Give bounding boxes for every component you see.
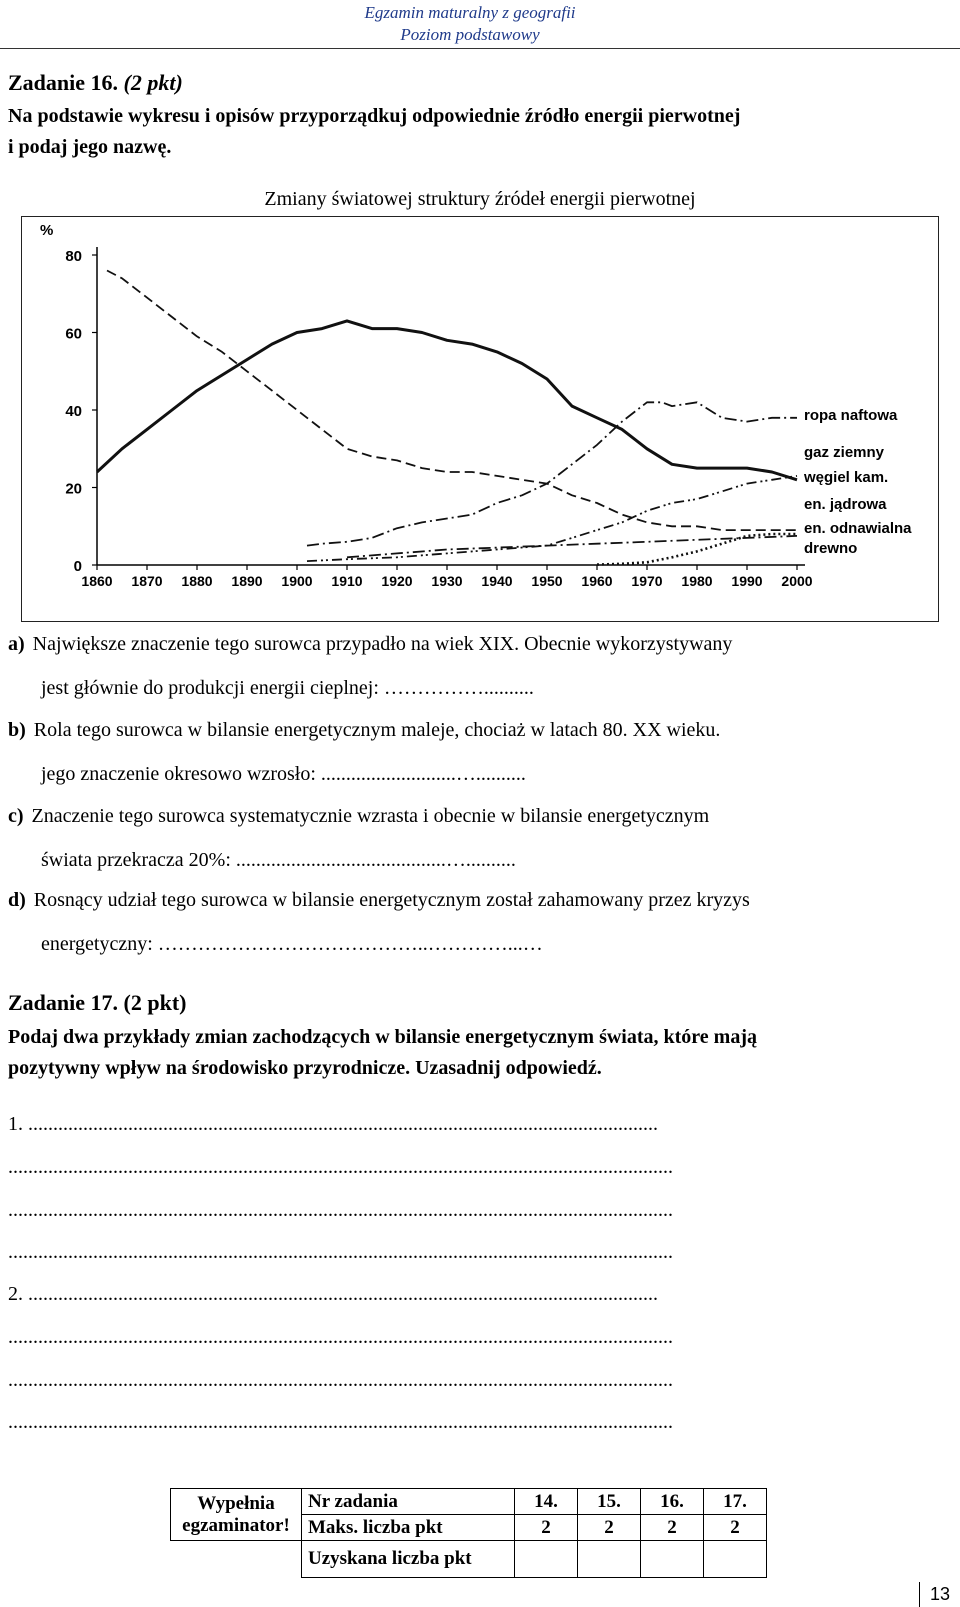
score-input-15[interactable] <box>578 1541 641 1578</box>
task17-number: Zadanie 17. <box>8 990 119 1015</box>
answer-line-3[interactable]: ..................................................................................................................................... <box>8 1199 673 1221</box>
item-a-text1: Największe znaczenie tego surowca przypadło na wiek XIX. Obecnie wykorzystywany <box>32 633 733 655</box>
series-line-3 <box>597 534 797 565</box>
series-line-4 <box>347 536 797 557</box>
task17-title <box>8 990 186 1016</box>
x-tick-label: 1890 <box>231 573 263 589</box>
score-table <box>170 1488 767 1578</box>
y-tick-label: 0 <box>73 558 82 575</box>
item-b-answer[interactable]: jego znaczenie okresowo wzrosło: ...........................….......... <box>41 763 526 785</box>
task16-points: (2 pkt) <box>123 70 183 95</box>
task16-instruction-line1: Na podstawie wykresu i opisów przyporządkuj odpowiednie źródło energii pierwotnej <box>8 105 741 127</box>
exam-title: Egzamin maturalny z geografii <box>364 3 576 22</box>
series-line-5 <box>107 271 797 531</box>
answer-line-8[interactable]: ..................................................................................................................................... <box>8 1411 673 1433</box>
chart-title: Zmiany światowej struktury źródeł energii pierwotnej <box>264 188 696 210</box>
x-tick-label: 1910 <box>331 573 363 589</box>
item-a <box>8 622 954 710</box>
y-tick-label: 40 <box>65 403 82 420</box>
energy-chart <box>21 216 939 622</box>
score-input-14[interactable] <box>515 1541 578 1578</box>
score-cell: Uzyskana liczba pkt <box>302 1541 515 1578</box>
answer-line-6[interactable]: ..................................................................................................................................... <box>8 1326 673 1348</box>
score-row-task-numbers <box>171 1489 767 1515</box>
item-d <box>8 878 954 966</box>
score-cell: 2 <box>578 1515 641 1541</box>
task17-instruction <box>8 1022 954 1084</box>
exam-level: Poziom podstawowy <box>400 25 540 44</box>
x-tick-label: 1970 <box>631 573 663 589</box>
answer-line-4[interactable]: ..................................................................................................................................... <box>8 1241 673 1263</box>
score-input-16[interactable] <box>641 1541 704 1578</box>
item-b <box>8 708 954 796</box>
examiner-note <box>171 1489 302 1541</box>
item-c-answer[interactable]: świata przekracza 20%: ..........................................….......... <box>41 849 516 871</box>
score-cell: 15. <box>578 1489 641 1515</box>
score-cell: 2 <box>704 1515 767 1541</box>
score-cell: Maks. liczba pkt <box>302 1515 515 1541</box>
score-cell: 2 <box>641 1515 704 1541</box>
examiner-note-line1: Wypełnia <box>197 1492 275 1514</box>
score-cell: 17. <box>704 1489 767 1515</box>
item-a-label: a) <box>8 633 25 655</box>
score-cell: Nr zadania <box>302 1489 515 1515</box>
series-line-2 <box>97 321 797 480</box>
task16-instruction <box>8 101 954 163</box>
answer-line-5[interactable]: 2. .............................................................................................................................. <box>8 1283 658 1305</box>
task17-instruction-line2: pozytywny wpływ na środowisko przyrodnicze. Uzasadnij odpowiedź. <box>8 1057 602 1079</box>
answer-line-2[interactable]: ..................................................................................................................................... <box>8 1156 673 1178</box>
item-c <box>8 794 954 882</box>
examiner-note-line2: egzaminator! <box>182 1514 290 1536</box>
y-tick-label: 80 <box>65 248 82 265</box>
page-number: 13 <box>919 1582 960 1607</box>
x-tick-label: 1950 <box>531 573 563 589</box>
x-tick-label: 1860 <box>81 573 113 589</box>
legend-label: drewno <box>804 540 858 557</box>
task16-number: Zadanie 16. <box>8 70 119 95</box>
y-axis-label: % <box>40 222 54 239</box>
y-tick-label: 20 <box>65 480 82 498</box>
answer-line-7[interactable]: ..................................................................................................................................... <box>8 1369 673 1391</box>
series-line-1 <box>307 476 797 561</box>
score-cell-empty <box>171 1541 302 1578</box>
item-d-text1: Rosnący udział tego surowca w bilansie energetycznym został zahamowany przez kryzys <box>33 889 750 911</box>
legend-label: ropa naftowa <box>804 407 898 424</box>
task16-title <box>8 70 183 96</box>
header-rule <box>0 48 960 49</box>
task16-instruction-line2: i podaj jego nazwę. <box>8 136 172 158</box>
item-b-label: b) <box>8 719 26 741</box>
item-c-label: c) <box>8 805 24 827</box>
x-tick-label: 1930 <box>431 573 463 589</box>
energy-chart-svg <box>22 217 937 620</box>
task17-instruction-line1: Podaj dwa przykłady zmian zachodzących w bilansie energetycznym świata, które mają <box>8 1026 758 1048</box>
item-c-text1: Znaczenie tego surowca systematycznie wzrasta i obecnie w bilansie energetycznym <box>31 805 710 827</box>
legend-label: en. odnawialna <box>804 520 912 537</box>
score-row-obtained-points <box>171 1541 767 1578</box>
score-cell: 14. <box>515 1489 578 1515</box>
item-a-answer[interactable]: jest głównie do produkcji energii cieplnej: …………….......... <box>41 677 534 699</box>
task17-points: (2 pkt) <box>123 990 187 1015</box>
score-input-17[interactable] <box>704 1541 767 1578</box>
series-line-0 <box>307 402 797 545</box>
x-tick-label: 1900 <box>281 573 313 589</box>
x-tick-label: 1920 <box>381 573 413 589</box>
x-tick-label: 1880 <box>181 573 213 589</box>
legend-label: węgiel kam. <box>804 469 889 486</box>
x-tick-label: 2000 <box>781 573 813 589</box>
score-cell: 2 <box>515 1515 578 1541</box>
x-tick-label: 1960 <box>581 573 613 589</box>
score-cell: 16. <box>641 1489 704 1515</box>
x-tick-label: 1980 <box>681 573 713 589</box>
answer-line-1[interactable]: 1. .............................................................................................................................. <box>8 1113 658 1135</box>
legend-label: gaz ziemny <box>804 444 885 461</box>
y-tick-label: 60 <box>65 325 82 343</box>
x-tick-label: 1990 <box>731 573 763 589</box>
x-tick-label: 1940 <box>481 573 513 589</box>
item-d-answer[interactable]: energetyczny: …………………………………..…………...… <box>41 933 543 955</box>
item-b-text1: Rola tego surowca w bilansie energetycznym maleje, chociaż w latach 80. XX wieku. <box>33 719 721 741</box>
legend-label: en. jądrowa <box>804 496 887 513</box>
item-d-label: d) <box>8 889 26 911</box>
x-tick-label: 1870 <box>131 573 163 589</box>
